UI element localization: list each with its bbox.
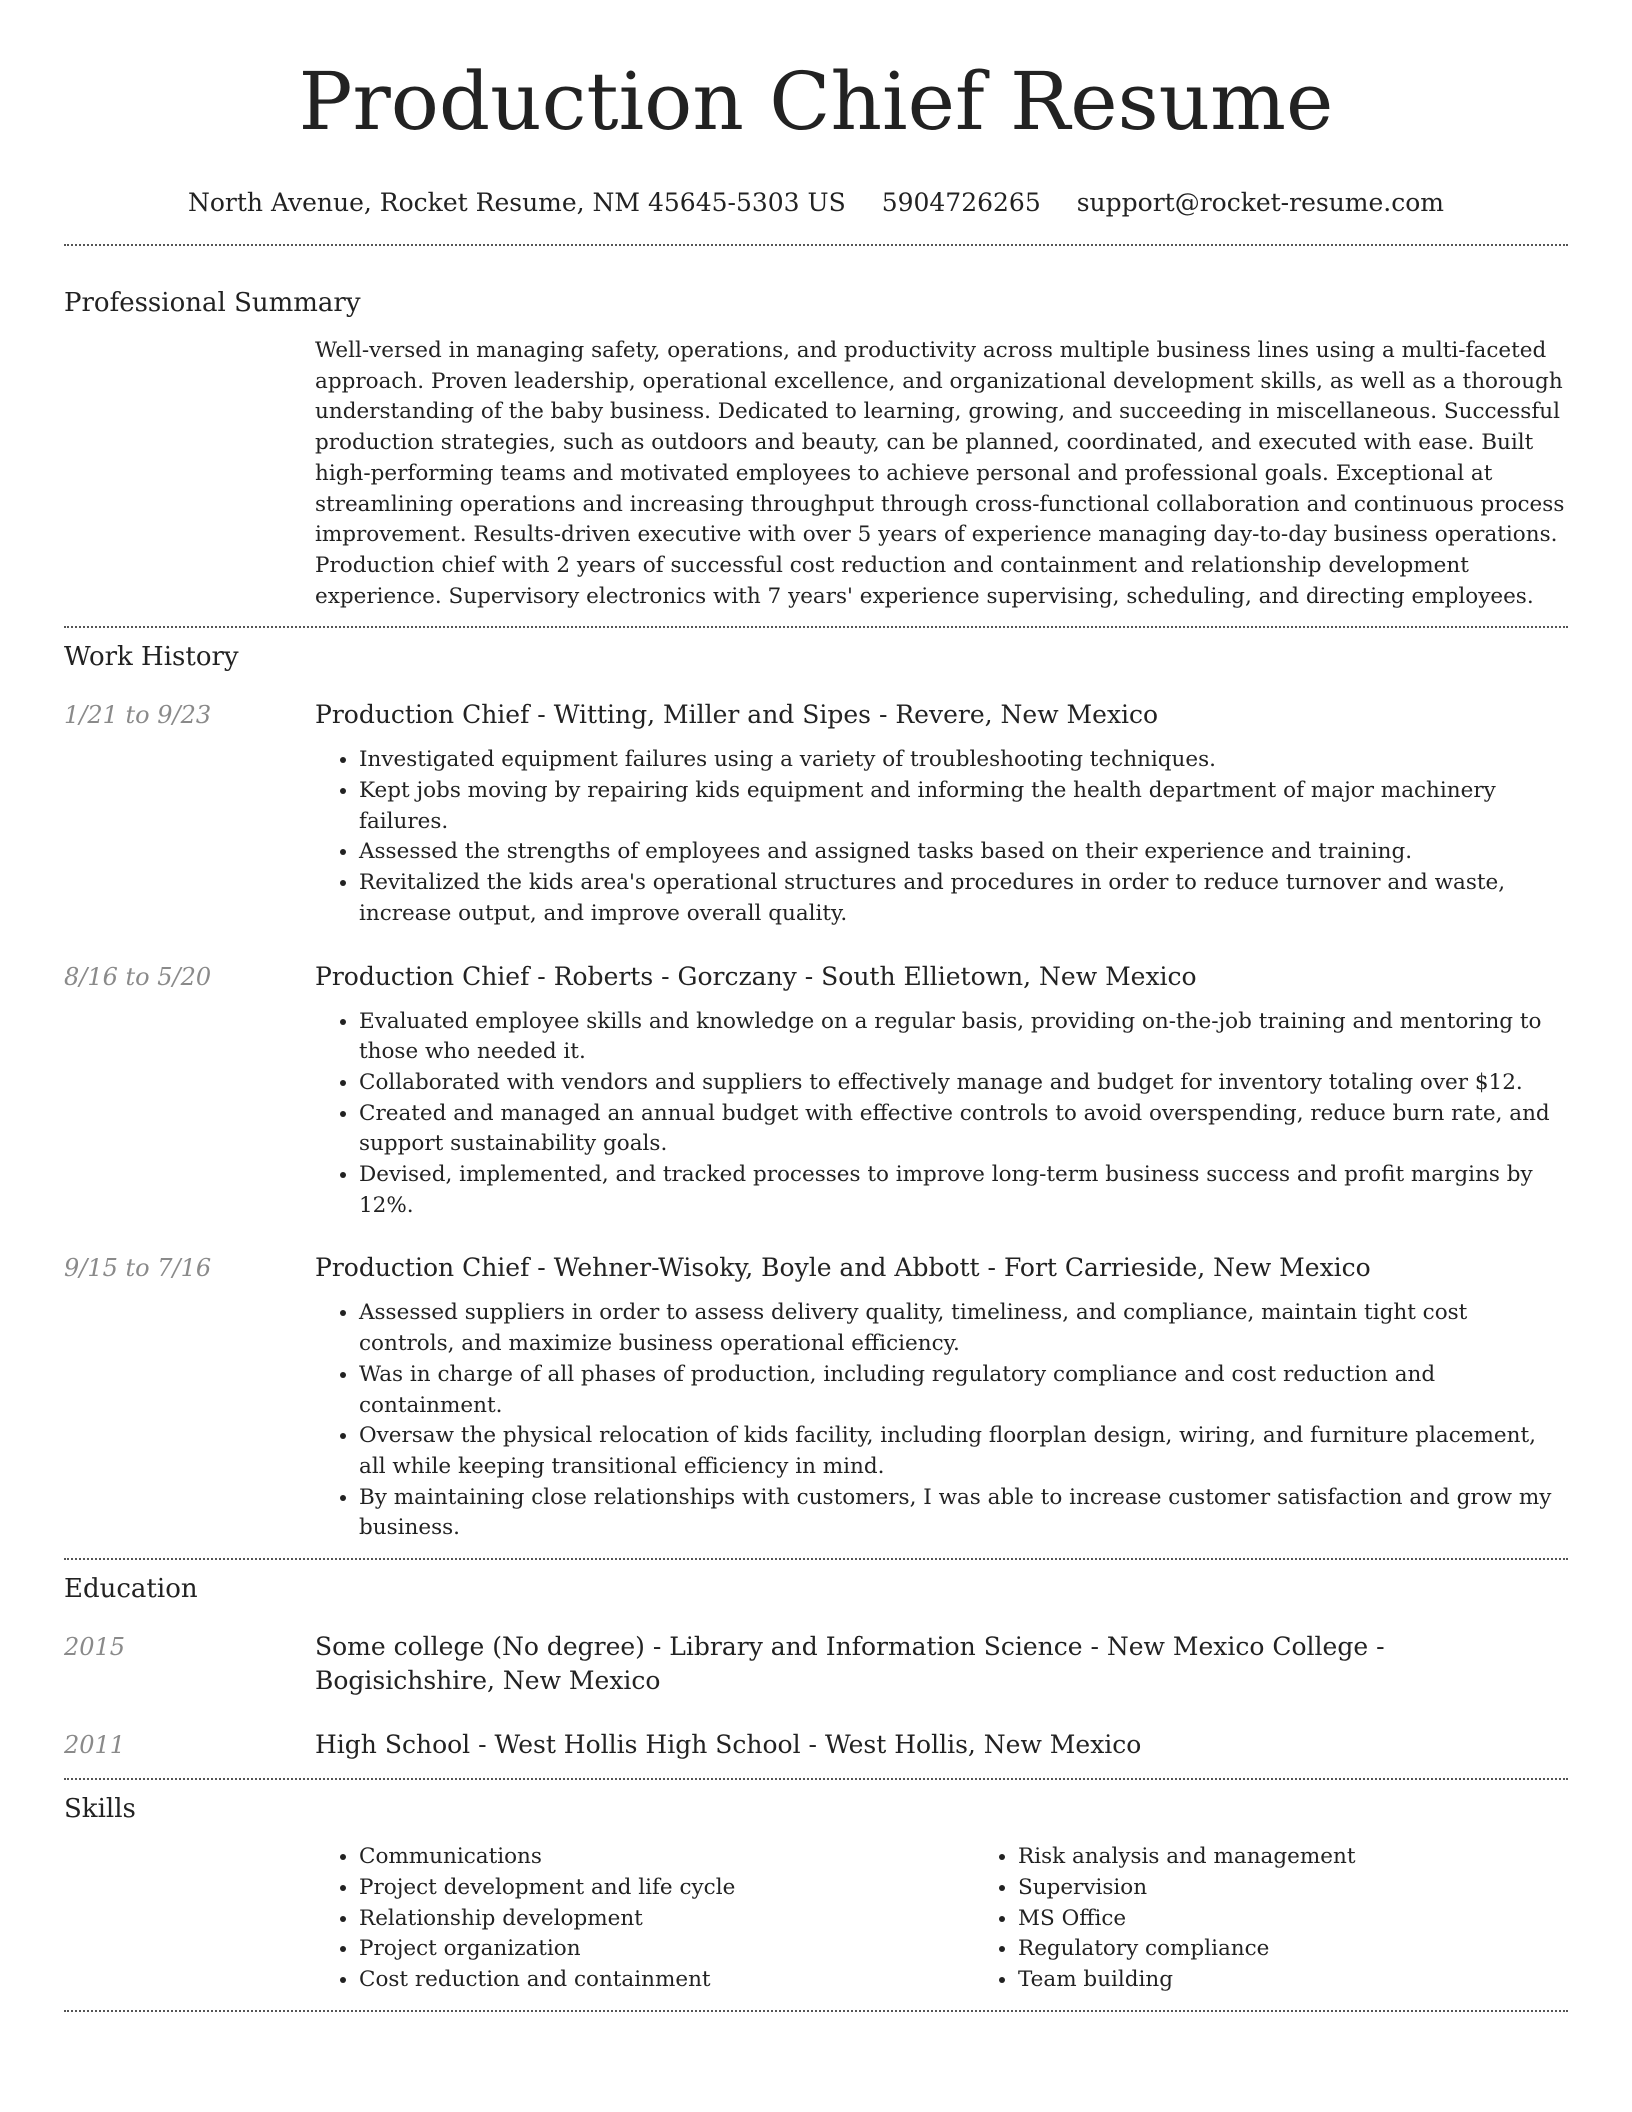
job-employer: Roberts - Gorczany [553,961,797,991]
job-entry [64,1251,1568,1544]
education-entry [64,1728,1568,1762]
skills-list-left [315,1842,974,1996]
skill-item: • Project organization [359,1934,974,1965]
skill-item: • Risk analysis and management [1018,1842,1632,1873]
summary-text: Well-versed in managing safety, operations, and productivity across multiple business lines using a multi-faceted approach. Proven leadership, operational excellence, and organizational development skills, as well as a thorough understanding of the baby business. Dedicated to learning, growing, and succeeding in miscellaneous. Successful production strategies, such as outdoors and beauty, can be planned, coordinated, and executed with ease. Built high-performing teams and motivated employees to achieve personal and professional goals. Exceptional at streamlining operations and increasing throughput through cross-functional collaboration and continuous process improvement. Results-driven executive with over 5 years of experience managing day-to-day business operations. Production chief with 2 years of successful cost reduction and containment and relationship development experience. Supervisory electronics with 7 years' experience supervising, scheduling, and directing employees. [315,338,1565,609]
job-title: Production Chief - Witting, Miller and Sipes - Revere, New Mexico [315,700,1159,730]
education-detail: High School - West Hollis High School - West Hollis, New Mexico [315,1730,1142,1760]
job-title: Production Chief - Roberts - Gorczany - South Ellietown, New Mexico [315,961,1197,991]
skill-item: • Team building [1018,1965,1632,1996]
job-dates: 9/15 to 7/16 [64,1254,212,1283]
section-divider [64,244,1568,246]
list-item: • Assessed suppliers in order to assess delivery quality, timeliness, and compliance, maintain tight cost controls, and maximize business operational efficiency. [359,1298,1568,1359]
education-heading: Education [64,1574,198,1605]
contact-address: North Avenue, Rocket Resume, NM 45645-5303 US [187,188,846,217]
skills-heading: Skills [64,1794,136,1825]
summary-heading: Professional Summary [64,288,361,318]
section-divider [64,2010,1568,2012]
education-location: Bogisichshire, New Mexico [315,1666,661,1696]
job-entry [64,960,1568,1222]
list-item: • Was in charge of all phases of production, including regulatory compliance and cost reduction and containment. [359,1360,1568,1421]
skill-item: • Regulatory compliance [1018,1934,1632,1965]
job-employer: Wehner-Wisoky, Boyle and Abbott [553,1253,980,1283]
education-field: Library and Information Science [669,1632,1083,1662]
list-item: • Evaluated employee skills and knowledge on a regular basis, providing on-the-job training and mentoring to those who needed it. [359,1007,1568,1068]
list-item: • Assessed the strengths of employees and assigned tasks based on their experience and training. [359,837,1568,868]
skills-list-right [974,1842,1632,1996]
list-item: • Revitalized the kids area's operational structures and procedures in order to reduce turnover and waste, increase output, and improve overall quality. [359,868,1568,929]
job-bullets [315,1298,1568,1544]
section-divider [64,1778,1568,1780]
list-item: • Kept jobs moving by repairing kids equipment and informing the health department of major machinery failures. [359,776,1568,837]
education-detail: Some college (No degree) - Library and Information Science - New Mexico College - Bogisichshire, New Mexico [315,1632,1385,1696]
contact-phone: 5904726265 [881,188,1041,217]
skill-item: • Supervision [1018,1873,1632,1904]
job-bullets [315,745,1568,929]
job-location: Fort Carrieside, New Mexico [1003,1253,1371,1283]
job-location: Revere, New Mexico [895,700,1159,730]
page-title: Production Chief Resume [298,55,1334,148]
work-history-heading: Work History [64,642,239,673]
job-dates: 1/21 to 9/23 [64,701,212,730]
list-item: • Devised, implemented, and tracked processes to improve long-term business success and profit margins by 12%. [359,1160,1568,1221]
skill-item: • MS Office [1018,1904,1632,1935]
list-item: • Collaborated with vendors and suppliers to effectively manage and budget for inventory totaling over $12. [359,1068,1568,1099]
education-degree: High School [315,1730,471,1760]
contact-email: support@rocket-resume.com [1076,188,1445,217]
list-item: • Oversaw the physical relocation of kids facility, including floorplan design, wiring, and furniture placement, all while keeping transitional efficiency in mind. [359,1421,1568,1482]
work-history-section [64,640,1568,1544]
job-entry [64,698,1568,929]
skill-item: • Cost reduction and containment [359,1965,974,1996]
skill-item: • Project development and life cycle [359,1873,974,1904]
job-title: Production Chief - Wehner-Wisoky, Boyle and Abbott - Fort Carrieside, New Mexico [315,1253,1371,1283]
summary-section [64,286,1568,612]
list-item: • By maintaining close relationships with customers, I was able to increase customer satisfaction and grow my business. [359,1483,1568,1544]
job-employer: Witting, Miller and Sipes [553,700,872,730]
job-dates: 8/16 to 5/20 [64,962,212,991]
contact-line [64,186,1568,220]
section-divider [64,626,1568,628]
job-bullets [315,1007,1568,1222]
section-divider [64,1558,1568,1560]
education-school: West Hollis High School [494,1730,801,1760]
education-year: 2015 [64,1633,126,1662]
list-item: • Investigated equipment failures using a variety of troubleshooting techniques. [359,745,1568,776]
education-location: West Hollis, New Mexico [824,1730,1142,1760]
skill-item: • Communications [359,1842,974,1873]
skills-grid [315,1842,1632,1996]
education-degree: Some college (No degree) [315,1632,645,1662]
education-school: New Mexico College [1106,1632,1369,1662]
skills-section [64,1792,1568,1996]
education-year: 2011 [64,1731,126,1760]
job-role: Production Chief [315,700,530,730]
job-role: Production Chief [315,1253,530,1283]
job-role: Production Chief [315,961,530,991]
list-item: • Created and managed an annual budget with effective controls to avoid overspending, reduce burn rate, and support sustainability goals. [359,1099,1568,1160]
job-location: South Ellietown, New Mexico [821,961,1197,991]
skill-item: • Relationship development [359,1904,974,1935]
education-entry [64,1630,1568,1698]
education-section [64,1572,1568,1762]
